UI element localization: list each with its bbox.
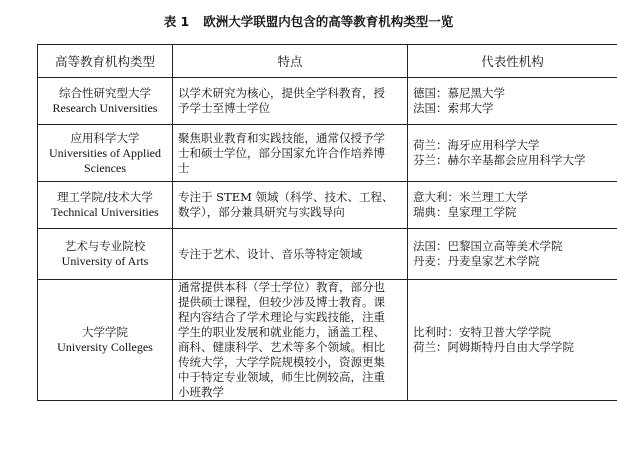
institution-item: 法国：索邦大学 [413,101,494,115]
table-header-row [38,45,617,78]
features-line: 士和硕士学位，部分国家允许合作培养博 [178,145,385,160]
header-type: 高等教育机构类型 [38,45,173,78]
features-cell [173,280,408,401]
type-name-zh: 综合性研究型大学 [59,86,151,100]
features-cell [173,229,408,280]
table-row [38,125,617,182]
institutions-cell [408,125,617,182]
institution-item: 意大利：米兰理工大学 [413,190,528,204]
type-cell [38,78,173,125]
type-name-en: Sciences [84,160,126,175]
institution-item: 瑞典：皇家理工学院 [413,205,517,219]
institution-item: 芬兰：赫尔辛基都会应用科学大学 [413,153,586,167]
features-line: 提供硕士课程，但较少涉及博士教育。课 [178,295,385,309]
type-cell [38,125,173,182]
institutions-cell [408,78,617,125]
type-name-zh: 应用科学大学 [70,130,140,145]
institution-item: 德国：慕尼黑大学 [413,86,505,100]
type-name-en: Universities of Applied [49,145,161,160]
type-name-en: University of Arts [61,254,149,268]
features-line: 专注于艺术、设计、音乐等特定领域 [178,246,362,261]
type-name-zh: 理工学院/技术大学 [57,190,153,204]
features-line: 士 [178,160,190,175]
type-cell [38,229,173,280]
features-line: 商科、健康科学、艺术等多个领域。相比 [178,340,385,354]
type-name-zh: 艺术与专业院校 [64,239,146,253]
table-caption [0,12,617,30]
table-row [38,182,617,229]
table-row [38,229,617,280]
features-line: 以学术研究为核心，提供全学科教育，授 [178,86,385,100]
institutions-cell [408,280,617,401]
features-line: 予学士至博士学位 [178,101,270,115]
features-cell [173,182,408,229]
features-line: 程内容结合了学术理论与实践技能，注重 [178,310,385,324]
features-line: 小班教学 [178,385,224,399]
institution-item: 荷兰：阿姆斯特丹自由大学学院 [413,340,574,354]
type-name-zh: 大学学院 [82,325,128,339]
features-cell [173,78,408,125]
features-cell [173,125,408,182]
features-line: 学生的职业发展和就业能力，涵盖工程、 [178,325,385,339]
features-line: 通常提供本科（学士学位）教育，部分也 [178,280,385,294]
features-line: 聚焦职业教育和实践技能，通常仅授予学 [178,130,385,145]
table-row [38,280,617,401]
type-cell [38,280,173,401]
header-features: 特点 [173,45,408,78]
table-row [38,78,617,125]
header-institutions: 代表性机构 [408,45,617,78]
institution-item: 丹麦：丹麦皇家艺术学院 [413,254,540,268]
features-line: 中于特定专业领域，师生比例较高，注重 [178,370,385,384]
caption-title: 欧洲大学联盟内包含的高等教育机构类型一览 [203,14,454,29]
institution-types-table [37,44,617,401]
features-line: 传统大学，大学学院规模较小，资源更集 [178,355,385,369]
institution-item: 比利时：安特卫普大学学院 [413,325,551,339]
features-line: 数学），部分兼具研究与实践导向 [178,205,345,219]
institutions-cell [408,229,617,280]
features-line: 专注于 STEM 领域（科学、技术、工程、 [178,190,394,204]
institution-item: 法国：巴黎国立高等美术学院 [413,239,563,253]
institutions-cell [408,182,617,229]
type-name-en: University Colleges [57,340,153,354]
type-name-en: Technical Universities [51,205,159,219]
caption-number: 表 1 [163,14,190,29]
type-name-en: Research Universities [52,101,158,115]
type-cell [38,182,173,229]
institution-item: 荷兰：海牙应用科学大学 [413,138,540,152]
